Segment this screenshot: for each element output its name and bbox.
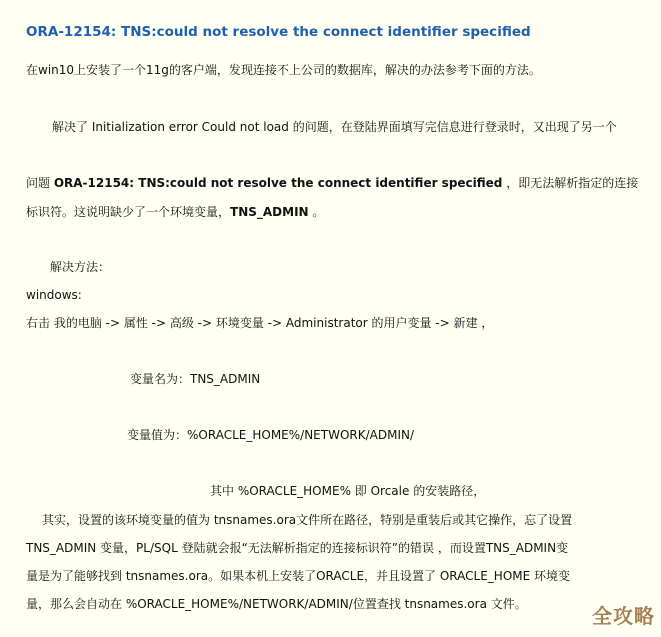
solution-heading: 解决方法： [50, 260, 111, 274]
error-prefix: 问题 [26, 176, 54, 190]
paragraph-initialization-error: 解决了 Initialization error Could not load 的问题，在登陆界面填写完信息进行登录时，又出现了另一个 [52, 120, 617, 134]
intro-paragraph: 在win10上安装了一个11g的客户端，发现连接不上公司的数据库，解决的办法参考下面的方法。 [26, 63, 541, 77]
missing-suffix: 。 [308, 205, 325, 219]
error-code: ORA-12154: TNS:could not resolve the connect identifier specified [53, 176, 503, 190]
explanation-line-2: TNS_ADMIN 变量，PL/SQL 登陆就会报“无法解析指定的连接标识符”的错误 ，而设置TNS_ADMIN变 [26, 541, 569, 555]
explanation-line-3: 量是为了能够找到 tnsnames.ora。如果本机上安装了ORACLE，并且设置了 ORACLE_HOME 环境变 [26, 569, 571, 583]
variable-name-line: 变量名为：TNS_ADMIN [130, 372, 261, 386]
missing-prefix: 标识符。这说明缺少了一个环境变量， [26, 205, 231, 219]
article-title: ORA-12154: TNS:could not resolve the connect identifier specified [26, 24, 531, 40]
paragraph-missing-variable [26, 204, 324, 220]
paragraph-error-description [26, 175, 638, 191]
oracle-home-note: 其中 %ORACLE_HOME% 即 Orcale 的安装路径， [210, 484, 486, 498]
steps-path: 右击 我的电脑 -> 属性 -> 高级 -> 环境变量 -> Administrator 的用户变量 -> 新建 ， [26, 316, 494, 330]
explanation-line-1: 其实，设置的该环境变量的值为 tnsnames.ora文件所在路径，特别是重装后或其它操作，忘了设置 [42, 513, 573, 527]
error-suffix: ，即无法解析指定的连接 [502, 176, 639, 190]
watermark-logo: 全攻略 [592, 604, 655, 628]
explanation-line-4: 量，那么会自动在 %ORACLE_HOME%/NETWORK/ADMIN/位置查找 tnsnames.ora 文件。 [26, 597, 527, 611]
variable-value-line: 变量值为：%ORACLE_HOME%/NETWORK/ADMIN/ [127, 428, 415, 442]
variable-name-bold: TNS_ADMIN [230, 205, 309, 219]
os-label: windows: [26, 288, 82, 302]
